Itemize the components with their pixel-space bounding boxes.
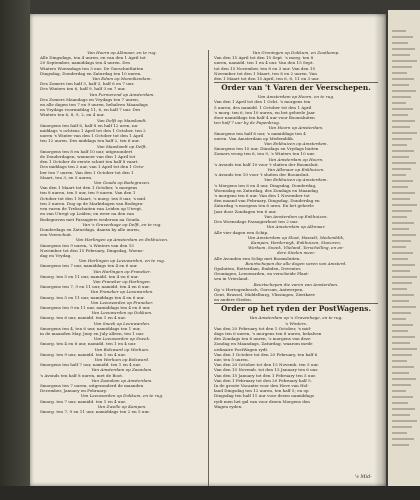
facing-page-line (392, 426, 412, 428)
text-line: Des Zomers ten half 3, half 5, half 6 en 7 uur. (40, 81, 135, 87)
facing-page-line (392, 84, 409, 86)
facing-page-line (392, 432, 407, 434)
facing-page-line (392, 72, 407, 74)
facing-page-line (392, 402, 408, 404)
facing-page-line (392, 78, 414, 80)
text-line: en van Utregt op Leiden; en weer na den van (40, 211, 135, 217)
route-heading: Van Amsterdam op Sloot, Hasselt, Medemblik, (247, 234, 345, 240)
text-line: 20 September, namiddags ten 4 uuren. Des (40, 60, 131, 66)
text-line: de Donderdagen, wanneer van den 1 April tot (40, 154, 136, 160)
text-line: Gent, Brussel, Middelburg, Vlissingen, Zierikzee (214, 291, 315, 297)
route-heading: Van Enkhuizen op Amsterdam. (264, 177, 328, 183)
facing-page-line (392, 300, 409, 302)
facing-page-line (392, 396, 413, 398)
text-line: Smorg. ten 4 en 6 uur, namidd. ten 1 en 4 uur. (40, 341, 137, 347)
text-line: Woensdag en Zaturdag, des Zondags en Maandag (214, 187, 318, 193)
text-line: rydt men het gal van voor dezen Morgens den (214, 398, 310, 404)
text-line: Alle Dingsdags, ten 4 uuren, en van den 1 April tot (40, 55, 146, 61)
facing-page-line (392, 96, 411, 98)
facing-page-line (392, 150, 414, 152)
text-line: Smorgens ten 7 uur, namiddags ten 4 en 6 uur. (40, 263, 138, 269)
facing-page-line (392, 336, 415, 338)
route-heading: Van Edam op Monnikendam. (92, 76, 152, 82)
text-line: Des middags ten 2 uur, van 1 April tot den 1 Octo- (40, 164, 145, 170)
facing-page-line (392, 204, 417, 206)
text-line: Smorg. ten 7, 9 en 11 uur, namiddags ten 2 en 5 uur. (40, 409, 150, 415)
facing-page-line (392, 276, 417, 278)
facing-page-line (392, 162, 416, 164)
facing-page-line (392, 306, 416, 308)
facing-page-line (392, 414, 410, 416)
route-heading: Workum, Sneek, Vlieland, Terschelling, en an- (248, 245, 344, 251)
route-heading: Van Bolsward op Workum. (94, 346, 150, 352)
facing-page-line (392, 48, 415, 50)
text-line: Van den 20 October tot den 15 Novemb. ten 5 uur. (214, 362, 319, 368)
facing-page-line (392, 384, 411, 386)
text-line: Alle vier dagen een Schip. (214, 229, 269, 235)
facing-page-edge (388, 10, 420, 490)
route-heading: Van Workum op Bolsward. (94, 356, 150, 362)
facing-page-line (392, 282, 412, 284)
text-line: Smorg. ten 9 uur, namidd. ten 1 en 4 uur. (40, 351, 126, 357)
facing-page-line (392, 198, 410, 200)
facing-page-line (392, 324, 413, 326)
route-heading: Van 's Gravenhage op Delft, en te rug. (82, 221, 162, 227)
text-line: In de groote Vacantie voor den Hove van Hol- (214, 382, 309, 388)
route-heading: Van Purmerend op Amsterdam. (89, 91, 155, 97)
route-heading: Van Hoorn op Amsterdam. (268, 125, 324, 131)
book-cover (0, 0, 30, 500)
route-heading: Van Franeker op Leeuwarden. (90, 289, 154, 295)
text-line: Smorgens ten 7, 9 en 11 uur, namidd. ten 4 en 6 uur. (40, 284, 150, 290)
text-line: des Zondags ten 6 uuren, 's morgens van deze (214, 336, 311, 342)
facing-page-line (392, 228, 409, 230)
text-line: Winters ten 6, 8, 9, 2, en 4 uur. (40, 112, 105, 118)
facing-page-line (392, 66, 412, 68)
text-line: Smorg. ten 7 uur, namidd. ten 1 en 4 uur. (40, 398, 126, 404)
text-line: Bodegraven met Passagiers wederom na Gouda. (40, 216, 141, 222)
text-line: en Vrydags voormiddag 11, 6, en half 7 uur. Des (40, 107, 141, 113)
facing-page-line (392, 108, 413, 110)
text-line: een Veerschuit. (40, 232, 73, 238)
route-heading: Van Leeuwarden op Sneek. (93, 336, 151, 342)
facing-page-line (392, 390, 406, 392)
facing-page-line (392, 258, 408, 260)
route-heading: Van Amsterdam op Zaandam. (91, 367, 153, 373)
text-line: Dingsdag ten half 11 uur voor dezen namiddags (214, 393, 314, 399)
text-line: Wagen ryden. (214, 403, 243, 409)
text-line: Smorgens ten 9 en 11 uur, namiddags ten 4 en 6 uur. (40, 304, 151, 310)
text-line: Alle Avonden een Schip met Boomsluiten. (214, 255, 301, 261)
route-heading: Van Leeuwarden op Dokkum, en te rug. (80, 393, 164, 399)
book-stand (0, 486, 420, 500)
text-line: December, January en February. (40, 388, 107, 394)
facing-page-line (392, 60, 417, 62)
text-line: Des Winters ten 6, half 9, half 3 en 7 uur. (40, 86, 126, 92)
facing-page-line (392, 294, 414, 296)
facing-page-line (392, 420, 417, 422)
text-line: Smorg. ten 5 en 11 uur, namiddags ten 4 en 6 uur. (40, 294, 145, 300)
text-line: Zomers vroeg ten 6, ten 9, 's Winters ten 10 uur. (214, 151, 316, 157)
facing-page-text (392, 30, 418, 450)
text-line: Donderdags en Zaturdags, daarin by alle uuren, (40, 226, 141, 232)
text-line: 's morg. ten 6, ten 10 uuren, en bet geheele Jaar (214, 109, 316, 115)
route-heading: Van Enkhuizen op Amsterdam. (264, 141, 328, 147)
text-line: Van den 1 Maart tot den 1 October, 's morgens (40, 185, 138, 191)
text-line: Van den 15 January tot den 1 February ten 5 uur. (214, 372, 317, 378)
route-heading: Van Harlingen op Franeker. (93, 268, 151, 274)
text-line: Smorgens ten half 7 uur, namidd. ten 1 en 4 uur. (40, 362, 142, 368)
facing-page-line (392, 264, 415, 266)
text-line: sen in Vriesland. (214, 276, 249, 282)
text-line: Van den 1 February tot den 20 February half 5. (214, 377, 313, 383)
facing-page-line (392, 378, 416, 380)
text-line: Smorgens ten half 6, half 8 en half 12 uren, na- (40, 122, 139, 128)
text-line: Zondag en Maandags, Zaturdag, waarom mede (214, 341, 313, 347)
text-line: 's Avonds ten half 10 voor 't sluiten der Boomsluit. (214, 161, 319, 167)
text-line: uur, ten 5 uuren. (214, 356, 249, 362)
facing-page-line (392, 252, 413, 254)
text-line: ber ten 7 uuren. Van den 1 October tot den 1 (40, 169, 134, 175)
facing-page-line (392, 366, 414, 368)
route-heading: Van Amsterdam op Alkmaar. (266, 224, 326, 230)
route-heading: Beurtschepen die alle dagen varen van Amsterd. (245, 260, 347, 266)
text-line: November tot den 15 February, Dingsdag, Woens- (40, 247, 144, 253)
facing-page-line (392, 438, 414, 440)
text-line: in de maanden May, Juny en July alleen, ten 1 uur. (40, 330, 145, 336)
route-heading: Van Harlingen op Leeuwarden, en te rug. (78, 258, 166, 264)
facing-page-line (392, 222, 414, 224)
text-line: Van den 1 October tot den 20 February, ten half 6 (214, 351, 318, 357)
route-heading: Van Leeuwarden op Franeker. (90, 299, 154, 305)
text-line: Opsluiten, Rotterdam, Embden, Deventer, (214, 265, 302, 271)
facing-page-line (392, 144, 407, 146)
text-line: den maand van February, Dingsdag, Donderdag en (214, 198, 320, 204)
route-heading: Van Alkmaar op Enkhuizen. (267, 167, 325, 173)
route-heading: Kampen, Harderwyk, Enkhuizen, Stavoren, (250, 239, 342, 245)
text-line: en alle dagen ten 7 en 9 uuren, behalven Maandags (40, 102, 148, 108)
facing-page-line (392, 444, 409, 446)
route-heading: Van Zwolle op Kampen. (97, 403, 147, 409)
text-line: October tot den 1 Maart, 's morg. ten 8 uur, 's mid. (40, 195, 147, 201)
text-line: Des Woensdags Passagierboot ten 2 uur. (214, 219, 299, 225)
route-heading: Van Delft op Maaslandt. (97, 117, 147, 123)
facing-page-line (392, 192, 415, 194)
text-line: uuren, namidd. ten 1 en 4 uur. Van den 15 Sept. (214, 60, 314, 66)
text-line: Van den 15 April tot den 15 Sept. 's morg. ten 8 (214, 55, 314, 61)
facing-page-line (392, 102, 406, 104)
facing-page-line (392, 360, 407, 362)
text-line: Smorgens ten 9 uuren, 's Winters van den 15 (40, 242, 134, 248)
facing-page-line (392, 348, 417, 350)
route-heading: Beurtschepen die varen van Amsterdam. (253, 281, 339, 287)
column-divider (208, 50, 209, 490)
text-line: Van den 15 Novemb. tot den 15 January ten 6 uur. (214, 367, 319, 373)
right-column (214, 50, 378, 490)
facing-page-line (392, 342, 410, 344)
route-heading: Van Zaandam op Amsterdam. (91, 377, 153, 383)
text-line: Smorgens ten 4, ten 6 uur, namiddags ten 1 uur, (40, 325, 141, 331)
facing-page-line (392, 408, 415, 410)
facing-page-line (392, 288, 407, 290)
facing-page-line (392, 372, 409, 374)
text-line: uuren 's Winter van den 1 October tot den 1 April (40, 133, 144, 139)
catchword: 's Mid- (354, 474, 372, 480)
facing-page-line (392, 318, 406, 320)
facing-page-line (392, 30, 406, 32)
facing-page-line (392, 54, 410, 56)
left-column (40, 50, 204, 490)
section-heading: Order op het ryden der PostWagens. (214, 303, 378, 313)
facing-page-line (392, 36, 413, 38)
text-line: ten 8 uuren, ten 5 uur, ten 9 uuren. Van den 1 (40, 190, 136, 196)
book-page (30, 14, 386, 486)
facing-page-line (392, 180, 413, 182)
facing-page-line (392, 120, 415, 122)
facing-page-line (392, 312, 411, 314)
facing-page-line (392, 174, 406, 176)
section-heading: Order van 't Varen der Veerschepen. (214, 82, 378, 92)
facing-page-line (392, 138, 412, 140)
route-heading: Van Groningen op Dokkum, en Zoutkamp. (252, 50, 340, 55)
facing-page-line (392, 216, 407, 218)
text-line: ten 12 uuren. Des middags ten half 2, ten 6 uur. (40, 138, 140, 144)
facing-page-line (392, 210, 412, 212)
facing-page-line (392, 90, 416, 92)
route-heading: Van Amsterdam op 's Gravenhage, en te rug. (249, 315, 343, 321)
route-heading: Van Hoorn op Alkmaar, en te rug. (87, 50, 157, 55)
facing-page-line (392, 270, 410, 272)
text-line: ten 3 uuren. Dog op de Marktdagen van Bodegra- (40, 200, 144, 206)
text-line: Smorg. ten 6 uur, namidd. ten 1 en 4 uur. (40, 315, 126, 321)
text-line: ten half 7 uur by de Papenbrug. (214, 120, 281, 126)
text-line: 's morgens ten 6 uur. Van den 1 November tot (214, 193, 310, 199)
text-line: tot den 15 November, ten 8 en 3 uur. Van den 15 (214, 65, 316, 71)
text-line: 5 uuren, des namidd. 1 October tot den 1 April (214, 104, 312, 110)
facing-page-line (392, 168, 411, 170)
text-line: Op 's Hertogenbosch, Gorcum, Antwerpen, (214, 286, 304, 292)
text-line: Smorgens ten 7 uuren, uitgezonderd de maanden (40, 383, 144, 388)
facing-page-line (392, 114, 408, 116)
text-line: Winters Woensdags ten 3 uur. De Goeschuitluiten (40, 65, 144, 71)
text-line: Smorgens ten half 6 uur, 's namiddags ten 4 (214, 130, 306, 136)
facing-page-line (392, 354, 412, 356)
text-line: ordinaire PostWagen rydt. (214, 346, 269, 352)
facing-page-line (392, 132, 417, 134)
facing-page-line (392, 186, 408, 188)
text-line: Smorg. ten 5 en 11 uur, namidd. ten 4 en 6 uur. (40, 273, 139, 279)
route-heading: Van Amsterdam op Hoorn. (268, 156, 324, 162)
text-line: dag en Vrydag. (40, 252, 72, 258)
text-line: dags ten 6 uuren, 's morgens ten 8 uuren, behalven (214, 330, 322, 336)
text-line: Dingsdag, Donderdag en Zaturdag ten 10 uuren. (40, 70, 142, 76)
text-line: 's Avonds ten half 8 uuren, met de Boot. (40, 372, 124, 378)
text-line: Maart, ten 3, en 5 uuren. (40, 174, 93, 180)
text-line: Van den 20 February tot den 1 October, 's mid- (214, 325, 312, 331)
facing-page-line (392, 234, 416, 236)
text-line: Van den 1 April tot den 1 Ocht. 's morgens ten (214, 99, 311, 105)
text-line: 's Avonds ten 10 voor 't sluiten der Boomsluit. (214, 172, 310, 178)
facing-page-line (392, 42, 408, 44)
facing-page-line (392, 240, 411, 242)
route-heading: Van Maaslandt op Delft. (97, 143, 147, 149)
text-line: November tot den 1 Maart, ten 8 en 2 uuren. Van (214, 70, 317, 76)
text-line: uuren. Van Amsterdam op Medemblik. (214, 135, 295, 141)
route-heading: dere Steden meer. (276, 250, 316, 256)
route-heading: Van Sneek op Leeuwarden. (93, 320, 151, 326)
text-line: den 1 Maart tot den 15 April, ten 6, 8, 11 en 3 uur. (214, 76, 320, 82)
text-line: Groningen, Leeuwarden, en verscheide Plaat- (214, 271, 310, 277)
text-line: Jaar door Zondagen ten 6 uur. (214, 208, 277, 214)
text-line: door namiddags ten half 4 uur voor Boomsluiten (214, 115, 315, 121)
text-line: 's Morgens ten 6 en 4 uur, Dingsdag, Donderdag, (214, 182, 317, 188)
route-heading: Van Amsterdam op Enkhuizen. (264, 213, 328, 219)
facing-page-line (392, 126, 410, 128)
route-heading: Van Franeker op Harlingen. (92, 278, 151, 284)
facing-page-line (392, 156, 409, 158)
page-gutter-shadow (374, 14, 386, 486)
facing-page-line (392, 330, 408, 332)
route-heading: 's Winters. (284, 320, 308, 326)
route-heading: Van Leeuwarden op Dokkum. (91, 310, 153, 316)
route-heading: Van Harlingen op Amsterdam en Enkhuizen. (75, 237, 169, 243)
facing-page-line (392, 246, 406, 248)
text-line: Zaturdag 's morgens ten 6 uren. En het geheele (214, 203, 314, 209)
text-line: den 1 October de eerste schuit ten half 8 vaart. (40, 159, 139, 165)
text-line: land Dingsdag ten 12 uuren, ten half 5; en op (214, 388, 309, 394)
text-line: Smorgens ten 10 uur, Dinsdags en Vrydags buiten (214, 146, 319, 152)
text-line: en andere Steden. (214, 297, 253, 303)
text-line: Des Zomers Maandags en Vrydags ten 7 uuren, (40, 96, 140, 102)
text-line: Smorgens ten 8 en half 10 uur, uitgezondert (40, 148, 133, 154)
route-heading: Van Amsterdam op Hoorn, en te rug. (257, 94, 335, 100)
text-line: middags 's ochtens 1 April tot den 1 October, ten 2 (40, 128, 146, 134)
text-line: ven varen de Trekschuiten van Leiden op Utregt, (40, 206, 143, 212)
route-heading: Van Gouda op Bodegraven. (93, 180, 151, 186)
